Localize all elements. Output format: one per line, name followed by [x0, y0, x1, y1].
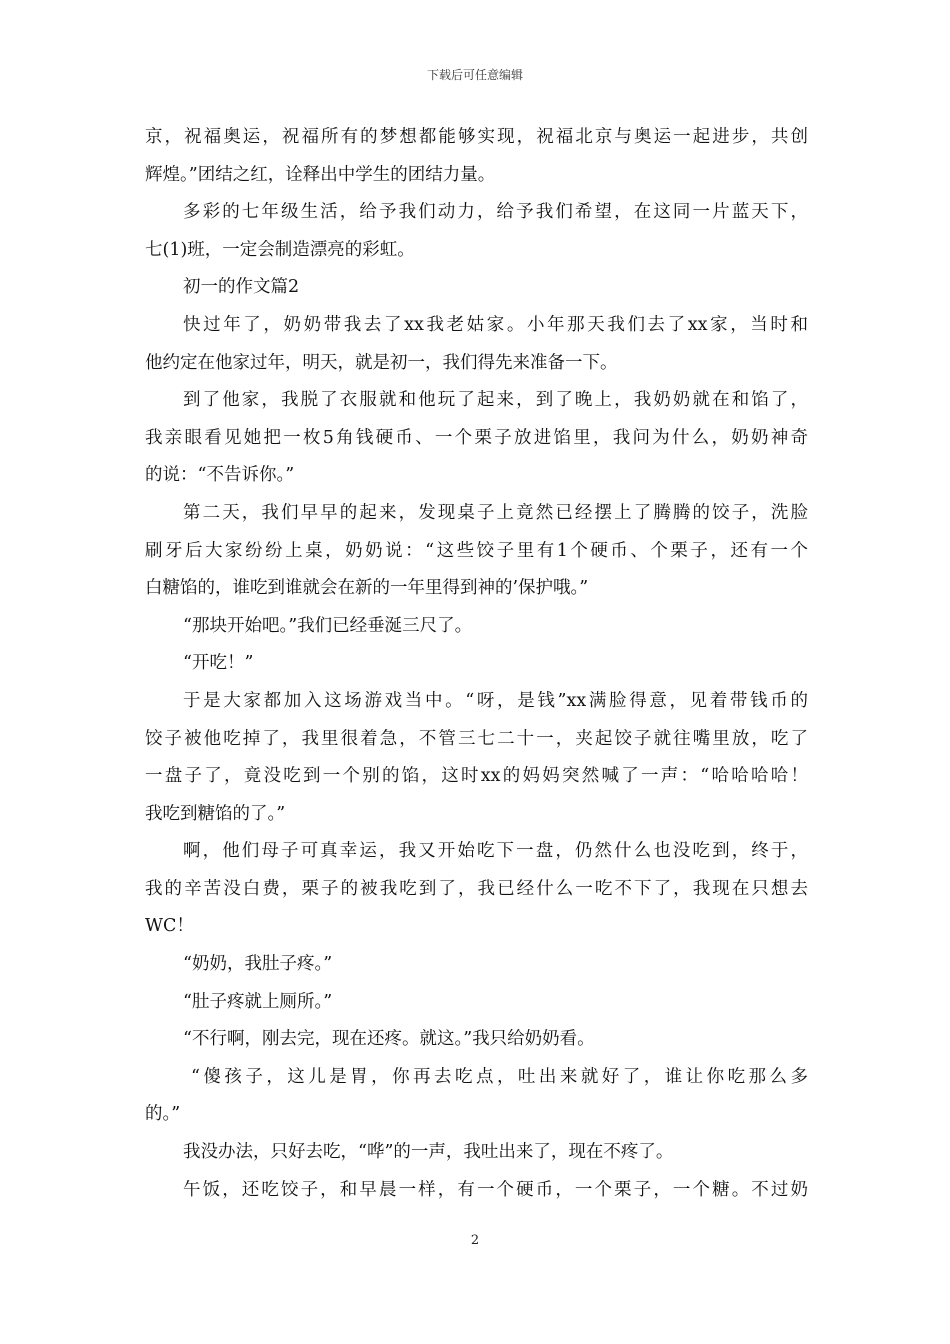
text-line: 我没办法，只好去吃，“哗”的一声，我吐出来了，现在不疼了。: [183, 1142, 674, 1163]
text-line: “傻孩子，这儿是胃，你再去吃点，吐出来就好了，谁让你吃那么多: [191, 1066, 808, 1087]
text-line: 第二天，我们早早的起来，发现桌子上竟然已经摆上了腾腾的饺子，洗脸: [183, 502, 808, 523]
page-number: 2: [470, 1233, 480, 1248]
text-line: 七(1)班，一定会制造漂亮的彩虹。: [145, 239, 415, 260]
text-line: 辉煌。”团结之红，诠释出中学生的团结力量。: [145, 164, 496, 185]
text-line: 刷牙后大家纷纷上桌，奶奶说：“这些饺子里有1个硬币、个栗子，还有一个: [145, 540, 808, 561]
text-line: 的。”: [145, 1104, 181, 1125]
text-line: 到了他家，我脱了衣服就和他玩了起来，到了晚上，我奶奶就在和馅了，: [183, 390, 808, 411]
text-line: “开吃！”: [183, 653, 254, 674]
document-body: [145, 119, 808, 1209]
text-line: “那块开始吧。”我们已经垂涎三尺了。: [183, 615, 473, 636]
text-line: 我的辛苦没白费，栗子的被我吃到了，我已经什么一吃不下了，我现在只想去: [145, 878, 808, 899]
text-line: 的说：“不告诉你。”: [145, 465, 295, 486]
text-line: 白糖馅的，谁吃到谁就会在新的一年里得到神的’保护哦。”: [145, 578, 589, 599]
section-heading: 初一的作文篇2: [183, 277, 300, 298]
text-line: “奶奶，我肚子疼。”: [183, 954, 333, 975]
text-line: 一盘子了，竟没吃到一个别的馅，这时xx的妈妈突然喊了一声：“哈哈哈哈！: [145, 766, 808, 787]
text-line: 快过年了，奶奶带我去了xx我老姑家。小年那天我们去了xx家，当时和: [183, 314, 808, 335]
text-line: 啊，他们母子可真幸运，我又开始吃下一盘，仍然什么也没吃到，终于，: [183, 841, 808, 862]
text-line: “肚子疼就上厕所。”: [183, 991, 333, 1012]
text-line: 于是大家都加入这场游戏当中。“呀，是钱”xx满脸得意，见着带钱币的: [183, 690, 808, 711]
text-line: 我吃到糖馅的了。”: [145, 803, 286, 824]
text-line: “不行啊，刚去完，现在还疼。就这。”我只给奶奶看。: [183, 1029, 595, 1050]
text-line: 我亲眼看见她把一枚5角钱硬币、一个栗子放进馅里，我问为什么，奶奶神奇: [145, 427, 808, 448]
text-line: 多彩的七年级生活，给予我们动力，给予我们希望，在这同一片蓝天下，: [183, 202, 808, 223]
text-line: 饺子被他吃掉了，我里很着急，不管三七二十一，夹起饺子就往嘴里放，吃了: [145, 728, 808, 749]
page-header: 下载后可任意编辑: [426, 68, 523, 82]
text-line: 京，祝福奥运，祝福所有的梦想都能够实现，祝福北京与奥运一起进步，共创: [145, 127, 808, 147]
text-line: 他约定在他家过年，明天，就是初一，我们得先来准备一下。: [145, 352, 618, 373]
text-line: 午饭，还吃饺子，和早晨一样，有一个硬币，一个栗子，一个糖。不过奶: [183, 1179, 808, 1200]
text-line: WC！: [145, 916, 194, 937]
